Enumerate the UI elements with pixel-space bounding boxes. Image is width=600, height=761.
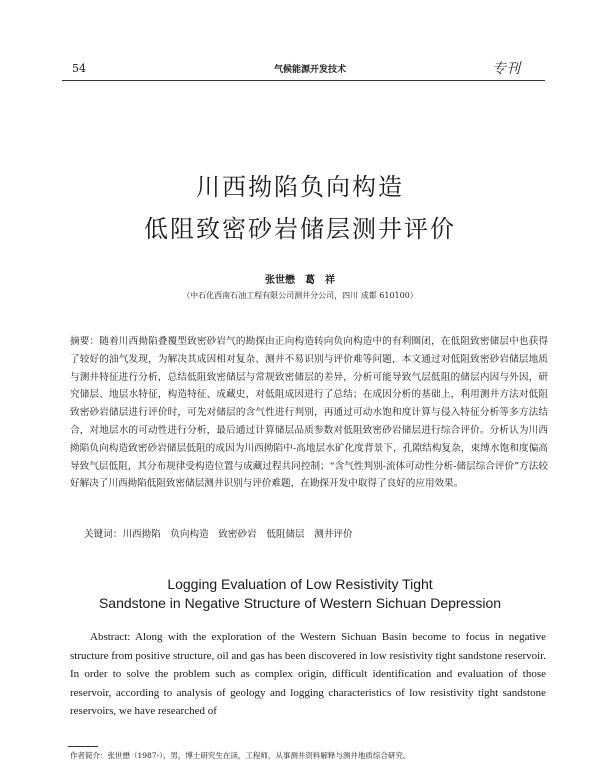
keywords-label: 关键词： [84, 529, 123, 540]
title-line-1: 川西拗陷负向构造 [196, 173, 404, 201]
keywords-list: 川西拗陷 负向构造 致密砂岩 低阻储层 测井评价 [122, 529, 353, 540]
abstract-cn-label: 摘要： [70, 336, 100, 347]
abstract-en-text: Along with the exploration of the Western Sichuan Basin become to focus in negative structure from positive structure, oil and gas has been discovered in low resistivity tight sandstone reservoir. In order to solve the problem such as complex origin, difficult identification and evaluation of those reservoir, according to analysis of geology and logging characteristics of low resistivity tight sandstone reservoirs, we have researched of [70, 631, 546, 718]
abstract-cn [70, 333, 548, 493]
footnote-rule [68, 746, 98, 747]
abstract-en-label: Abstract: [90, 631, 131, 643]
affiliation: （中石化西南石油工程有限公司测井分公司，四川 成都 610100） [182, 291, 418, 300]
keywords-cn [84, 526, 353, 540]
authors: 张世懋 葛 祥 [265, 275, 335, 286]
page-number: 54 [72, 62, 86, 75]
column-label: 专刊 [492, 61, 520, 77]
title-line-2: 低阻致密砂岩储层测井评价 [144, 215, 456, 243]
abstract-en [70, 628, 546, 721]
abstract-cn-text: 随着川西拗陷叠覆型致密砂岩气的勘探由正向构造转向负向构造中的有利圈闭，在低阻致密储层中也获得了较好的油气发现，为解决其成因相对复杂、测井不易识别与评价难等问题，本文通过对低阻致密砂岩储层地质与测井特征进行分析，总结低阻致密储层与常规致密储层的差异，分析可能导致气层低阻的储层内因与外因，研究储层、地层水特征，构造特征、成藏史，对低阻成因进行了总结；在成因分析的基础上，利用测井方法对低阻致密砂岩储层进行评价时，可先对储层的含气性进行判别，再通过可动水饱和度计算与侵入特征分析等多方法结合，对地层水的可动性进行分析，最后通过计算储层品质参数对低阻致密砂岩储层进行综合评价。分析认为川西拗陷负向构造致密砂岩储层低阻的成因为川西拗陷中-高地层水矿化度背景下，孔隙结构复杂，束缚水饱和度偏高导致气层低阻，其分布规律受构造位置与成藏过程共同控制；“含气性判别-流体可动性分析-储层综合评价”方法较好解决了川西拗陷低阻致密储层测井识别与评价难题，在勘探开发中取得了良好的应用效果。 [70, 336, 549, 490]
header-rule [62, 80, 545, 81]
journal-name: 气候能源开发技术 [273, 65, 346, 75]
author-footnote: 作者简介：张世懋（1987-），男，博士研究生在读，工程师，从事测井资料解释与测井地质综合研究。 [70, 751, 411, 760]
english-title-line-2: Sandstone in Negative Structure of Western Sichuan Depression [98, 595, 502, 611]
english-title-line-1: Logging Evaluation of Low Resistivity Tight [167, 576, 433, 592]
